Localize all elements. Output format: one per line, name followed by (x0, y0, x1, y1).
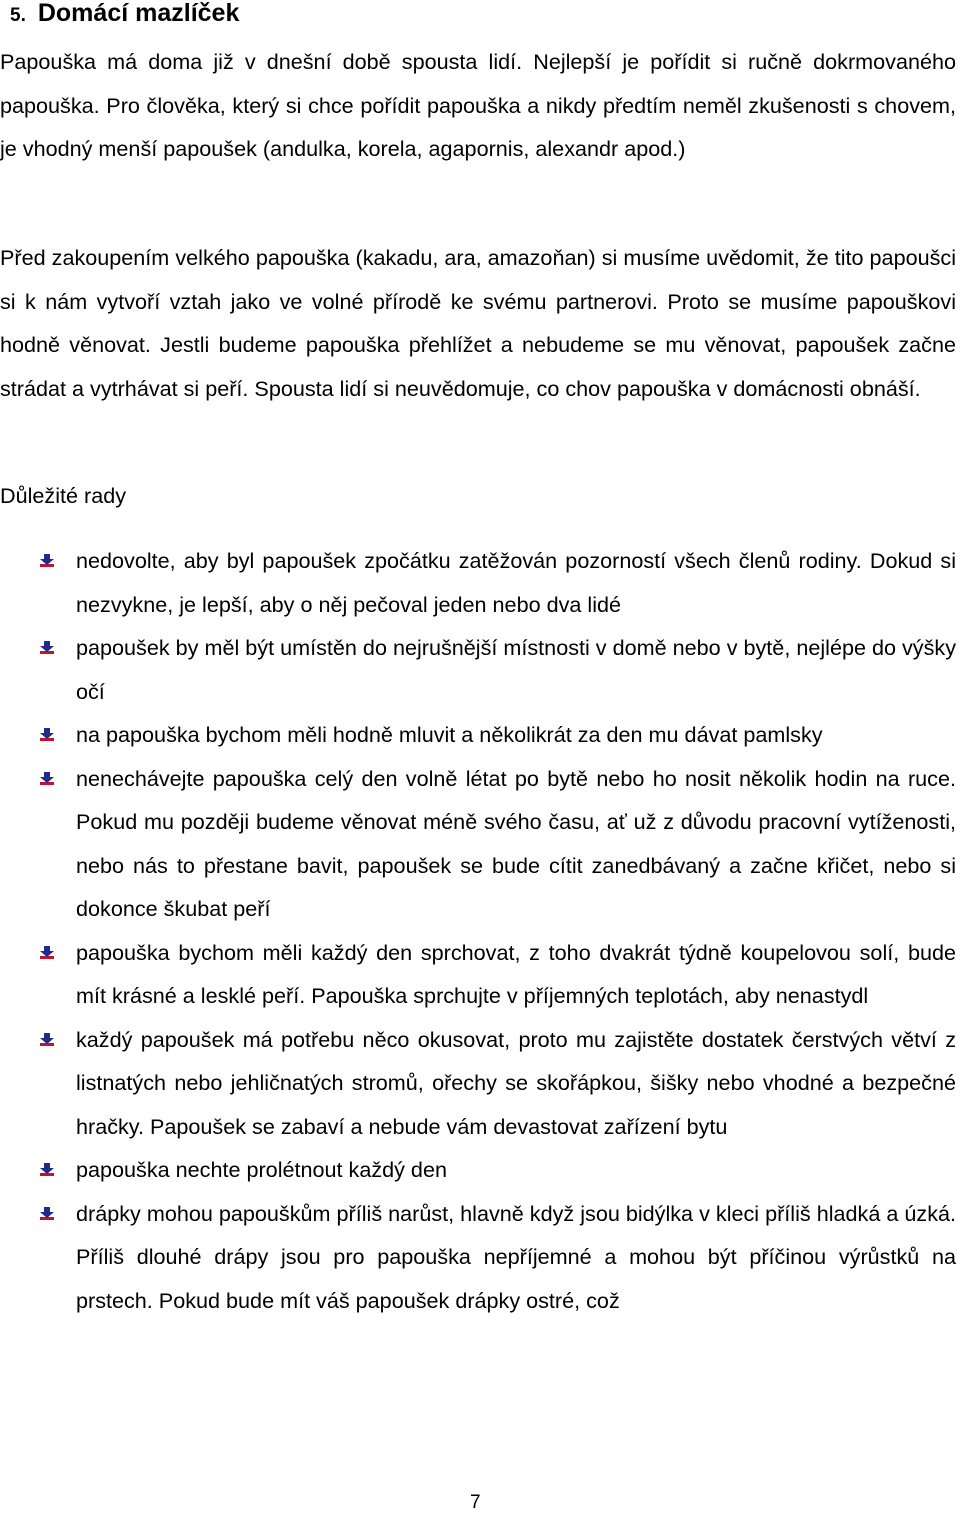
arrow-bullet-icon (40, 1163, 56, 1179)
list-item (0, 931, 956, 1018)
list-item-text: nenechávejte papouška celý den volně létat po bytě nebo ho nosit několik hodin na ruce. Pokud mu později budeme věnovat méně svého času, ať už z důvodu pracovní vytíženosti, nebo nás to přestane bavit, papoušek se bude cítit zanedbávaný a začne křičet, nebo si dokonce škubat peří (76, 765, 956, 921)
list-item-text: každý papoušek má potřebu něco okusovat, proto mu zajistěte dostatek čerstvých větví z listnatých nebo jehličnatých stromů, ořechy se skořápkou, šišky nebo vhodné a bezpečné hračky. Papoušek se zabaví a nebude vám devastovat zařízení bytu (76, 1026, 956, 1139)
section-heading (10, 0, 239, 33)
arrow-bullet-icon (40, 554, 56, 570)
tips-subheading: Důležité rady (0, 483, 127, 508)
list-item (0, 539, 956, 626)
arrow-bullet-icon (40, 1033, 56, 1049)
arrow-bullet-icon (40, 946, 56, 962)
list-item-text: drápky mohou papouškům příliš narůst, hlavně když jsou bidýlka v kleci příliš hladká a úzká. Příliš dlouhé drápy jsou pro papouška nepříjemné a mohou být příčinou výrůstků na prstech. Pokud bude mít váš papoušek drápky ostré, což (76, 1200, 956, 1313)
list-item-text: papouška nechte prolétnout každý den (76, 1157, 447, 1182)
intro-paragraph: Papouška má doma již v dnešní době spousta lidí. Nejlepší je pořídit si ručně dokrmovaného papouška. Pro člověka, který si chce pořídit papouška a nikdy předtím neměl zkušenosti s chovem, je vhodný menší papoušek (andulka, korela, agapornis, alexandr apod.) (0, 49, 956, 161)
section-number: 5. (10, 5, 26, 26)
list-item-text: nedovolte, aby byl papoušek zpočátku zatěžován pozorností všech členů rodiny. Dokud si nezvykne, je lepší, aby o něj pečoval jeden nebo dva lidé (76, 548, 956, 617)
list-item (0, 1148, 956, 1192)
arrow-bullet-icon (40, 772, 56, 788)
list-item-text: papoušek by měl být umístěn do nejrušnější místnosti v domě nebo v bytě, nejlépe do výšky očí (76, 635, 956, 704)
list-item-text: papouška bychom měli každý den sprchovat, z toho dvakrát týdně koupelovou solí, bude mít krásné a lesklé peří. Papouška sprchujte v příjemných teplotách, aby nenastydl (76, 939, 956, 1008)
list-item (0, 757, 956, 931)
list-item (0, 626, 956, 713)
list-item (0, 713, 956, 757)
arrow-bullet-icon (40, 1207, 56, 1223)
list-item-text: na papouška bychom měli hodně mluvit a několikrát za den mu dávat pamlsky (76, 722, 823, 747)
list-item (0, 1192, 956, 1323)
arrow-bullet-icon (40, 728, 56, 744)
care-paragraph: Před zakoupením velkého papouška (kakadu, ara, amazoňan) si musíme uvědomit, že tito papoušci si k nám vytvoří vztah jako ve volné přírodě ke svému partnerovi. Proto se musíme papouškovi hodně věnovat. Jestli budeme papouška přehlížet a nebudeme se mu věnovat, papoušek začne strádat a vytrhávat si peří. Spousta lidí si neuvědomuje, co chov papouška v domácnosti obnáší. (0, 245, 956, 401)
list-item (0, 1018, 956, 1149)
page-number: 7 (470, 1492, 481, 1513)
section-title: Domácí mazlíček (37, 0, 240, 27)
tips-list (0, 539, 956, 1322)
arrow-bullet-icon (40, 641, 56, 657)
